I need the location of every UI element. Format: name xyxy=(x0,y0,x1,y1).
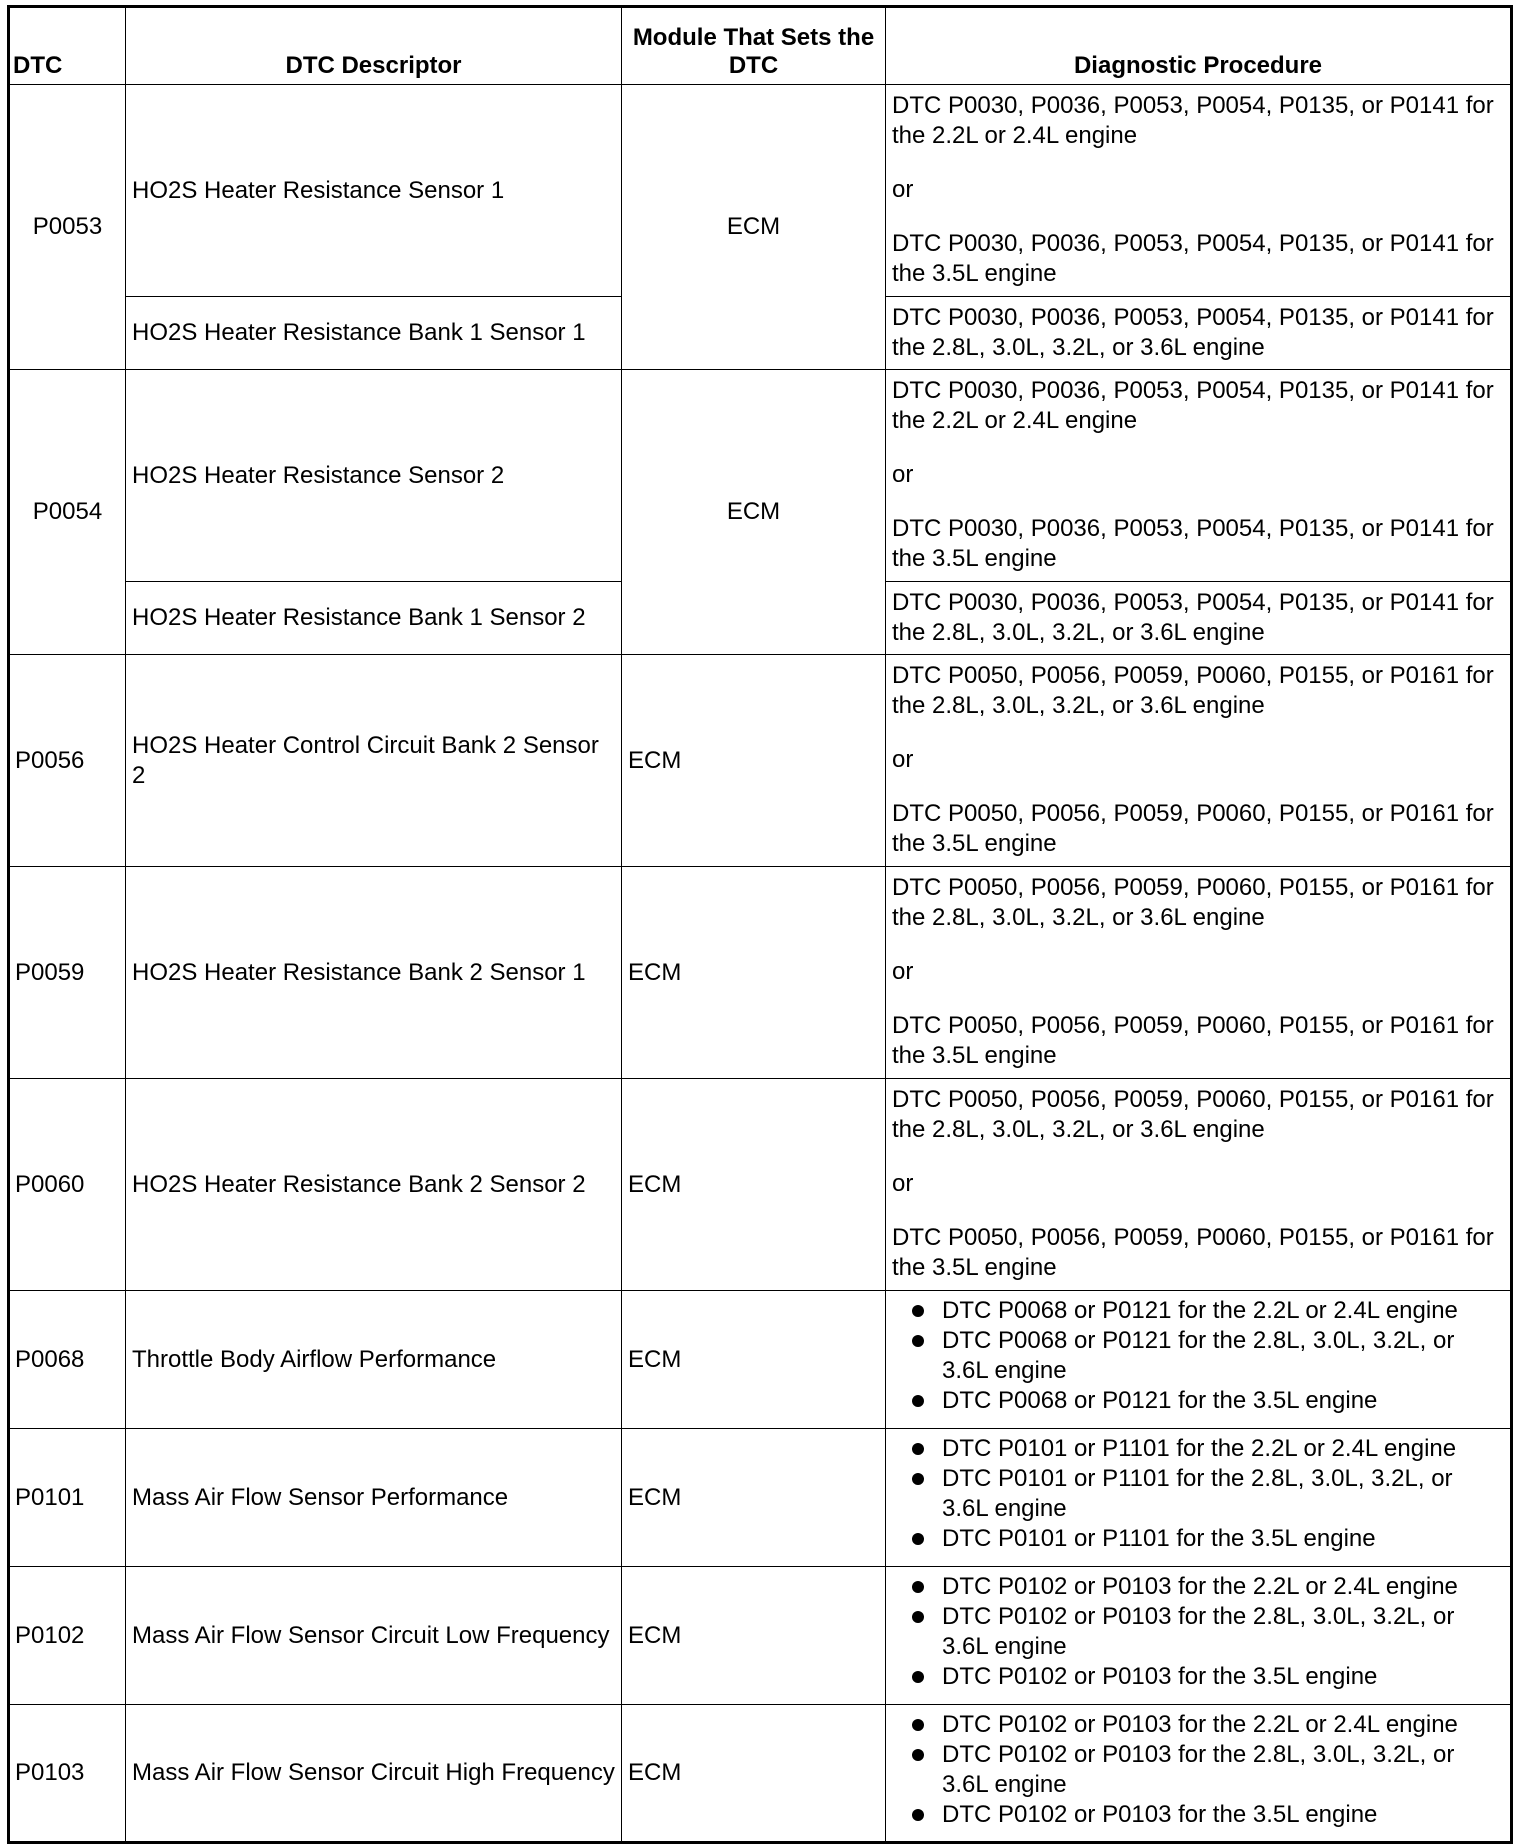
procedure-text: DTC P0050, P0056, P0059, P0060, P0155, or P0161 for the 2.8L, 3.0L, 3.2L, or 3.6L engine xyxy=(892,1086,1494,1143)
procedure-cell xyxy=(886,370,1512,582)
table-row xyxy=(9,1079,1512,1291)
dtc-code: P0054 xyxy=(9,370,126,655)
procedure-cell xyxy=(886,1705,1512,1843)
dtc-descriptor: Throttle Body Airflow Performance xyxy=(126,1291,622,1429)
procedure-text: DTC P0030, P0036, P0053, P0054, P0135, or P0141 for the 2.2L or 2.4L engine xyxy=(892,92,1494,149)
list-item: DTC P0102 or P0103 for the 3.5L engine xyxy=(892,1800,1504,1830)
dtc-descriptor: HO2S Heater Resistance Bank 2 Sensor 2 xyxy=(126,1079,622,1291)
or-text: or xyxy=(892,176,914,203)
table-row xyxy=(9,1291,1512,1429)
dtc-descriptor: HO2S Heater Resistance Bank 2 Sensor 1 xyxy=(126,867,622,1079)
header-module: Module That Sets the DTC xyxy=(622,7,886,85)
procedure-cell xyxy=(886,85,1512,297)
table-row xyxy=(9,1429,1512,1567)
dtc-descriptor: HO2S Heater Resistance Sensor 2 xyxy=(126,370,622,582)
procedure-text: DTC P0030, P0036, P0053, P0054, P0135, or P0141 for the 3.5L engine xyxy=(892,230,1494,287)
dtc-code: P0068 xyxy=(9,1291,126,1429)
or-text: or xyxy=(892,1170,914,1197)
list-item: DTC P0068 or P0121 for the 2.2L or 2.4L engine xyxy=(892,1296,1504,1326)
module-cell: ECM xyxy=(622,655,886,867)
procedure-list xyxy=(892,1572,1504,1692)
header-descriptor: DTC Descriptor xyxy=(126,7,622,85)
module-cell: ECM xyxy=(622,1567,886,1705)
dtc-descriptor: HO2S Heater Resistance Bank 1 Sensor 2 xyxy=(126,582,622,655)
procedure-cell xyxy=(886,1291,1512,1429)
list-item: DTC P0102 or P0103 for the 2.2L or 2.4L engine xyxy=(892,1710,1504,1740)
dtc-table-container xyxy=(7,5,1510,1844)
procedure-cell xyxy=(886,655,1512,867)
procedure-text: DTC P0050, P0056, P0059, P0060, P0155, or P0161 for the 2.8L, 3.0L, 3.2L, or 3.6L engine xyxy=(892,874,1494,931)
table-row xyxy=(9,655,1512,867)
module-cell: ECM xyxy=(622,1429,886,1567)
dtc-code: P0102 xyxy=(9,1567,126,1705)
module-cell: ECM xyxy=(622,867,886,1079)
dtc-code: P0101 xyxy=(9,1429,126,1567)
module-cell: ECM xyxy=(622,85,886,370)
dtc-descriptor: Mass Air Flow Sensor Circuit Low Frequency xyxy=(126,1567,622,1705)
list-item: DTC P0102 or P0103 for the 2.8L, 3.0L, 3.2L, or 3.6L engine xyxy=(892,1602,1504,1662)
procedure-cell xyxy=(886,1079,1512,1291)
or-text: or xyxy=(892,746,914,773)
list-item: DTC P0068 or P0121 for the 3.5L engine xyxy=(892,1386,1504,1416)
dtc-code: P0053 xyxy=(9,85,126,370)
list-item: DTC P0068 or P0121 for the 2.8L, 3.0L, 3.2L, or 3.6L engine xyxy=(892,1326,1504,1386)
procedure-cell xyxy=(886,1429,1512,1567)
module-cell: ECM xyxy=(622,1291,886,1429)
dtc-code: P0060 xyxy=(9,1079,126,1291)
header-row xyxy=(9,7,1512,85)
table-row xyxy=(9,867,1512,1079)
procedure-cell xyxy=(886,297,1512,370)
or-text: or xyxy=(892,958,914,985)
procedure-list xyxy=(892,1434,1504,1554)
procedure-list xyxy=(892,1296,1504,1416)
dtc-descriptor: Mass Air Flow Sensor Performance xyxy=(126,1429,622,1567)
or-text: or xyxy=(892,461,914,488)
procedure-text: DTC P0030, P0036, P0053, P0054, P0135, or P0141 for the 2.2L or 2.4L engine xyxy=(892,377,1494,434)
list-item: DTC P0101 or P1101 for the 2.8L, 3.0L, 3.2L, or 3.6L engine xyxy=(892,1464,1504,1524)
procedure-text: DTC P0030, P0036, P0053, P0054, P0135, or P0141 for the 3.5L engine xyxy=(892,515,1494,572)
dtc-descriptor: HO2S Heater Resistance Bank 1 Sensor 1 xyxy=(126,297,622,370)
table-row xyxy=(9,1705,1512,1843)
procedure-cell xyxy=(886,1567,1512,1705)
procedure-text: DTC P0050, P0056, P0059, P0060, P0155, or P0161 for the 3.5L engine xyxy=(892,1224,1494,1281)
module-cell: ECM xyxy=(622,370,886,655)
dtc-code: P0056 xyxy=(9,655,126,867)
dtc-descriptor: Mass Air Flow Sensor Circuit High Frequency xyxy=(126,1705,622,1843)
list-item: DTC P0102 or P0103 for the 2.8L, 3.0L, 3.2L, or 3.6L engine xyxy=(892,1740,1504,1800)
procedure-text: DTC P0050, P0056, P0059, P0060, P0155, or P0161 for the 2.8L, 3.0L, 3.2L, or 3.6L engine xyxy=(892,662,1494,719)
dtc-descriptor: HO2S Heater Resistance Sensor 1 xyxy=(126,85,622,297)
list-item: DTC P0102 or P0103 for the 3.5L engine xyxy=(892,1662,1504,1692)
procedure-text: DTC P0050, P0056, P0059, P0060, P0155, or P0161 for the 3.5L engine xyxy=(892,800,1494,857)
table-row xyxy=(9,370,1512,582)
dtc-table xyxy=(7,5,1513,1844)
dtc-code: P0059 xyxy=(9,867,126,1079)
procedure-text: DTC P0030, P0036, P0053, P0054, P0135, or P0141 for the 2.8L, 3.0L, 3.2L, or 3.6L engine xyxy=(892,589,1494,646)
table-row xyxy=(9,85,1512,297)
table-row xyxy=(9,1567,1512,1705)
module-cell: ECM xyxy=(622,1705,886,1843)
procedure-text: DTC P0050, P0056, P0059, P0060, P0155, or P0161 for the 3.5L engine xyxy=(892,1012,1494,1069)
procedure-cell xyxy=(886,867,1512,1079)
procedure-list xyxy=(892,1710,1504,1830)
header-procedure: Diagnostic Procedure xyxy=(886,7,1512,85)
header-dtc: DTC xyxy=(9,7,126,85)
dtc-code: P0103 xyxy=(9,1705,126,1843)
procedure-cell xyxy=(886,582,1512,655)
module-cell: ECM xyxy=(622,1079,886,1291)
procedure-text: DTC P0030, P0036, P0053, P0054, P0135, or P0141 for the 2.8L, 3.0L, 3.2L, or 3.6L engine xyxy=(892,304,1494,361)
list-item: DTC P0101 or P1101 for the 3.5L engine xyxy=(892,1524,1504,1554)
list-item: DTC P0101 or P1101 for the 2.2L or 2.4L engine xyxy=(892,1434,1504,1464)
dtc-descriptor: HO2S Heater Control Circuit Bank 2 Sensor 2 xyxy=(126,655,622,867)
list-item: DTC P0102 or P0103 for the 2.2L or 2.4L engine xyxy=(892,1572,1504,1602)
